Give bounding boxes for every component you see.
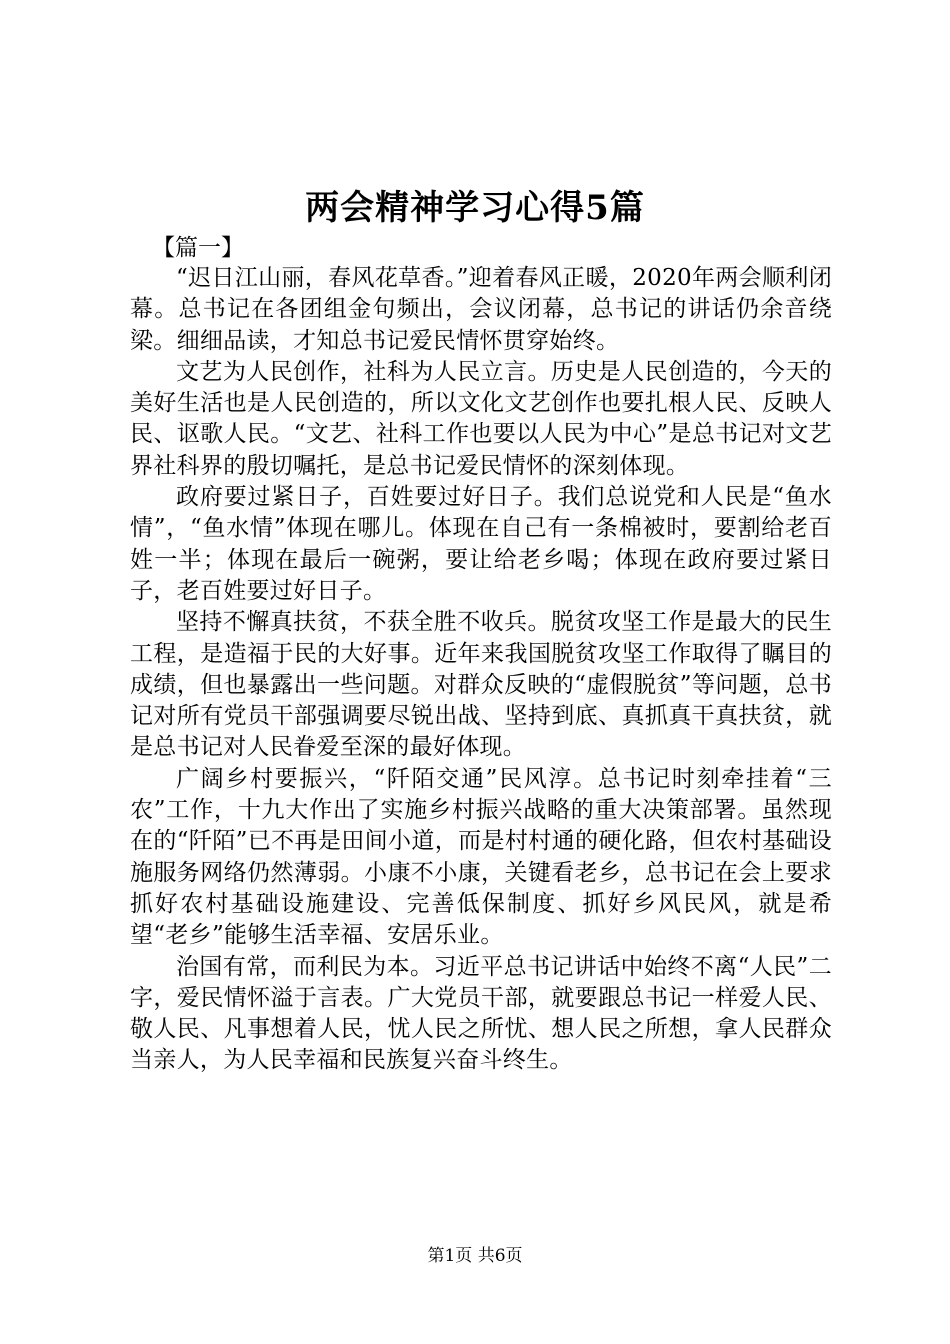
- document-body: [130, 263, 832, 1077]
- paragraph: 广阔乡村要振兴，“阡陌交通”民风淳。总书记时刻牵挂着“三农”工作，十九大作出了实施乡村振兴战略的重大决策部署。虽然现在的“阡陌”已不再是田间小道，而是村村通的硬化路，但农村基础设施服务网络仍然薄弱。小康不小康，关键看老乡，总书记在会上要求抓好农村基础设施建设、完善低保制度、抓好乡风民风，就是希望“老乡”能够生活幸福、安居乐业。: [130, 765, 832, 949]
- paragraph: “迟日江山丽，春风花草香。”迎着春风正暖，2020年两会顺利闭幕。总书记在各团组金句频出，会议闭幕，总书记的讲话仍余音绕梁。细细品读，才知总书记爱民情怀贯穿始终。: [130, 265, 832, 354]
- page-footer: 第1页 共6页: [427, 1246, 523, 1266]
- paragraph: 治国有常，而利民为本。习近平总书记讲话中始终不离“人民”二字，爱民情怀溢于言表。广大党员干部，就要跟总书记一样爱人民、敬人民、凡事想着人民，忧人民之所忧、想人民之所想，拿人民群众当亲人，为人民幸福和民族复兴奋斗终生。: [130, 953, 832, 1074]
- paragraph: 政府要过紧日子，百姓要过好日子。我们总说党和人民是“鱼水情”，“鱼水情”体现在哪儿。体现在自己有一条棉被时，要割给老百姓一半；体现在最后一碗粥，要让给老乡喝；体现在政府要过紧日子，老百姓要过好日子。: [130, 484, 832, 604]
- paragraph: 坚持不懈真扶贫，不获全胜不收兵。脱贫攻坚工作是最大的民生工程，是造福于民的大好事。近年来我国脱贫攻坚工作取得了瞩目的成绩，但也暴露出一些问题。对群众反映的“虚假脱贫”等问题，总书记对所有党员干部强调要尽锐出战、坚持到底、真抓真干真扶贫，就是总书记对人民眷爱至深的最好体现。: [130, 609, 832, 761]
- document-title: 两会精神学习心得5篇: [305, 188, 645, 228]
- section-label: 【篇一】: [152, 235, 244, 261]
- paragraph: 文艺为人民创作，社科为人民立言。历史是人民创造的，今天的美好生活也是人民创造的，所以文化文艺创作也要扎根人民、反映人民、讴歌人民。“文艺、社科工作也要以人民为中心”是总书记对文艺界社科界的殷切嘱托，是总书记爱民情怀的深刻体现。: [130, 358, 832, 479]
